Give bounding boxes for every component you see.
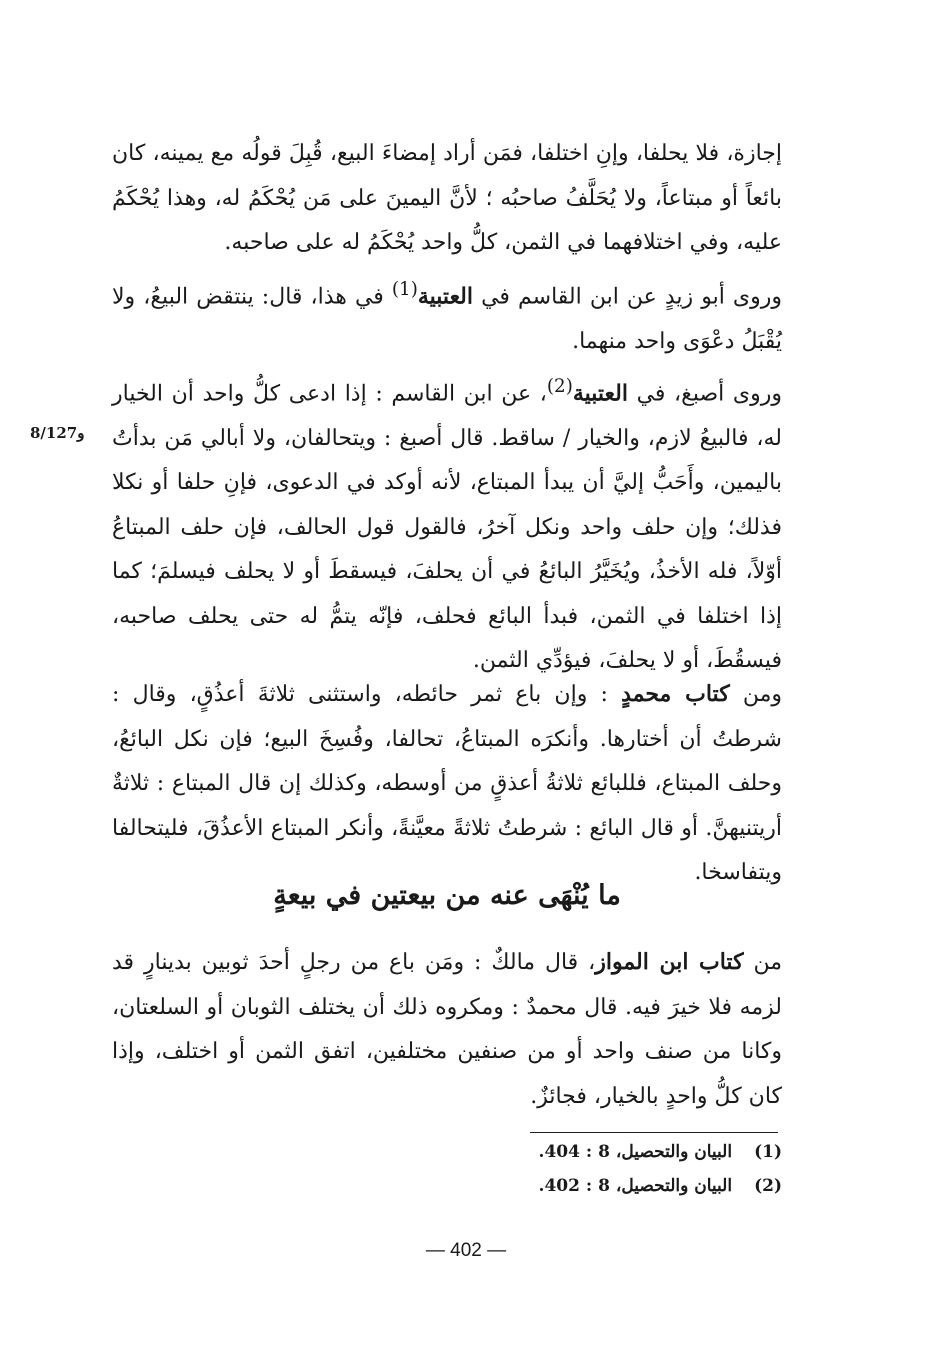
paragraph-3-bold-source: العتبية xyxy=(572,380,628,407)
footnote-divider xyxy=(530,1132,778,1133)
paragraph-4-text-b: : وإن باع ثمر حائطه، واستثنى ثلاثةَ أعذُقٍ، وقال : شرطتُ أن أختارها. وأنكرَه المبتاعُ، تحالفا، وفُسِخَ البيع؛ فإن نكل البائعُ، وحلف المبتاع، فللبائع ثلاثةُ أعذقٍ من أوسطه، وكذلك إن قال المبتاع : ثلاثةٌ أريتنيهنَّ. أو قال البائع : شرطتُ ثلاثةً معيَّنةً، وأنكر المبتاع الأعذُقَ، فليتحالفا ويتفاسخا. xyxy=(112,682,782,885)
paragraph-2-text-a: وروى أبو زيدٍ عن ابن القاسم في xyxy=(473,284,782,310)
paragraph-4-bold-source: كتاب محمدٍ xyxy=(621,681,730,707)
paragraph-1-text: إجازة، فلا يحلفا، وإنِ اختلفا، فمَن أراد إمضاءَ البيع، قُبِلَ قولُه مع يمينه، كان بائعاً أو مبتاعاً، ولا يُحَلَّفُ صاحبُه ؛ لأنَّ اليمينَ على مَن يُحْكَمُ له، وهذا يُحْكَمُ عليه، وفي اختلافهما في الثمن، كلُّ واحد يُحْكَمُ له على صاحبه. xyxy=(112,141,782,255)
paragraph-5 xyxy=(112,940,782,1119)
paragraph-2-bold-source: العتبية xyxy=(417,283,473,310)
footnote-2-text: البيان والتحصيل، 8 : 402. xyxy=(538,1176,733,1196)
paragraph-1 xyxy=(112,132,782,266)
paragraph-4 xyxy=(112,672,782,896)
paragraph-2 xyxy=(112,268,782,364)
paragraph-3 xyxy=(112,365,782,684)
paragraph-5-bold-source: كتاب ابن المواز xyxy=(595,949,744,975)
paragraph-3-text-a: وروى أصبغ، في xyxy=(627,381,783,407)
section-title: ما يُنْهَى عنه من بيعتين في بيعةٍ xyxy=(273,880,621,911)
footnote-2 xyxy=(470,1176,782,1196)
paragraph-3-text-b: ، عن ابن القاسم : إذا ادعى كلُّ واحد أن الخيار له، فالبيعُ لازم، والخيار / ساقط. قال أصبغ : ويتحالفان، ولا أبالي مَن بدأتُ باليمين، وأَحَبُّ إليَّ أن يبدأ المبتاع، لأنه أوكد في الدعوى، فإنِ حلفا أو نكلا فذلك؛ وإن حلف واحد ونكل آخرُ، فالقول قول الحالف، فإن حلف المبتاعُ أوّلاً، فله الأخذُ، ويُخَيَّرُ البائعُ في أن يحلفَ، فيسقطَ أو لا يحلف فيسلمَ؛ كما إذا اختلفا في الثمن، فبدأ البائع فحلف، فإنّه يتمُّ له حتى يحلف صاحبه، فيسقُطَ، أو لا يحلفَ، فيؤدِّي الثمن. xyxy=(112,381,782,674)
footnote-2-number: (2) xyxy=(754,1176,782,1196)
footnote-1-number: (1) xyxy=(754,1142,782,1162)
paragraph-2-text-b: في هذا، قال: ينتقض البيعُ، ولا يُقْبَلُ دعْوَى واحد منهما. xyxy=(112,284,782,354)
page-number: — 402 — xyxy=(425,1240,507,1261)
footnote-ref-2: (2) xyxy=(546,376,573,397)
paragraph-4-text-a: ومن xyxy=(729,682,783,707)
paragraph-5-text-a: من xyxy=(743,950,783,975)
footnote-ref-1: (1) xyxy=(391,279,418,300)
margin-folio-note: 8/127و xyxy=(30,424,85,442)
paragraph-5-text-b: ، قال مالكٌ : ومَن باع من رجلٍ أحدَ ثوبين بدينارٍ قد لزمه فلا خيرَ فيه. قال محمدٌ : ومكروه ذلك أن يختلف الثوبان أو السلعتان، وكانا من صنف واحد أو من صنفين مختلفين، اتفق الثمن أو اختلف، وإذا كان كلُّ واحدٍ بالخيار، فجائزٌ. xyxy=(112,950,782,1109)
footnote-1 xyxy=(470,1142,782,1162)
footnote-1-text: البيان والتحصيل، 8 : 404. xyxy=(538,1142,733,1162)
